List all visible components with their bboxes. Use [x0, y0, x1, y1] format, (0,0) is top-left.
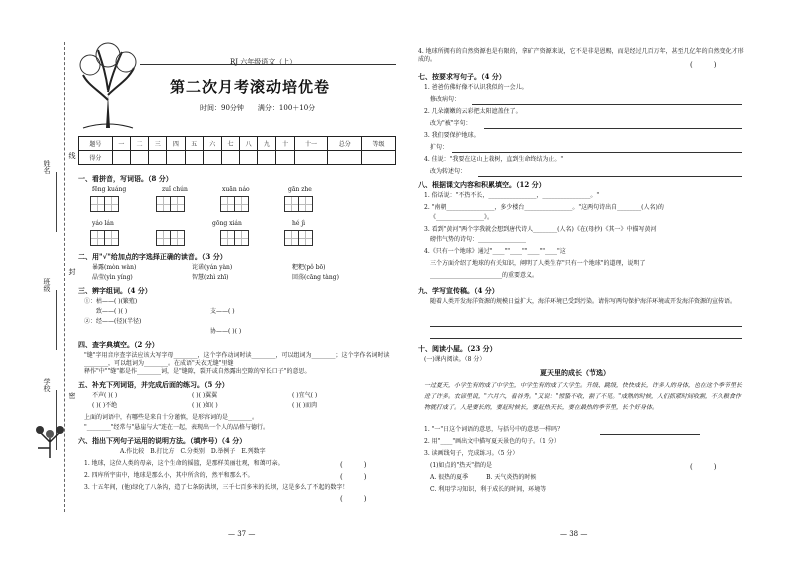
score-cell: 二: [130, 137, 148, 151]
pinyin-5: yáo lán: [92, 220, 114, 227]
s8-item: 3. 看到"黄河"两个字我就会想到唐代诗人________(人名)《在(母抄)《其一》中描写黄河: [424, 226, 657, 233]
s9-text: 随着人类开发海洋资源的规模日益扩大，海洋环境已受到污染。请你写两句保护海洋环境或开发海洋资源的宣传语。: [430, 298, 737, 305]
pinyin-4: gān zhe: [288, 186, 312, 193]
score-table-header-row: [79, 137, 396, 151]
answer-grid[interactable]: [284, 230, 312, 246]
s7-item: 改为转述句：: [430, 168, 467, 175]
s3-item: ①：枯——( )(繁殖): [84, 298, 138, 305]
pinyin-3: xuān náo: [222, 186, 250, 193]
answer-line[interactable]: [472, 104, 742, 105]
s8-item: 2. "南朝________________，多少楼台________________。"这两句诗出自________(人名)的: [424, 204, 664, 211]
edition-label: RJ 六年级语文（上）: [230, 58, 297, 66]
score-cell: 七: [221, 137, 239, 151]
s2-item: 智慧(zhì zhī): [192, 274, 229, 281]
s8-item: 三个方面介绍了地球的有关知识，阐明了人类生存"只有一个地球"的道理，说明了: [430, 260, 646, 267]
score-cell: 五: [185, 137, 203, 151]
s3-item: ②：经——(径)(半径): [84, 318, 142, 325]
reading-q: C. 利用学习知识，利于成长的时间，环境等: [430, 486, 547, 493]
s8-item: 磅伟气势的诗句：________________: [430, 236, 527, 243]
score-input[interactable]: [221, 151, 239, 165]
s3-item: 支——( ): [210, 308, 235, 315]
seal-line-label: 线: [68, 152, 76, 159]
s7-item: 1. 爸爸仿佛好像不认识我似的一会儿。: [424, 84, 528, 91]
pinyin-6: gōng xián: [212, 220, 242, 227]
section-2-heading: 二、用"√"给加点的字选择正确的读音。（3 分）: [78, 252, 227, 261]
score-cell: 等级: [362, 137, 396, 151]
s7-item: 2. 几朵潮嫩的云彩把太阳遮盖住了。: [424, 108, 522, 115]
answer-line[interactable]: [484, 128, 742, 129]
reading-q: 1. "一"日这个词语的意思，与括号中的意思一样吗？: [424, 426, 564, 433]
answer-line[interactable]: [600, 434, 700, 435]
score-cell: 得分: [79, 151, 113, 165]
s4-text: "缝"字用音序查字法应该大写字母________，这个字作动词时读________，可以组词为________；这个字作名词时读________，可以组词为________。在成语"天衣无缝"里缝: [84, 352, 390, 367]
answer-line[interactable]: [478, 176, 742, 177]
s5-item: ( )( )而肉: [292, 402, 318, 409]
score-input[interactable]: [294, 151, 328, 165]
s8-item: 4.《只有一个地球》通过"____""____""____""____"这: [424, 248, 566, 255]
score-cell: 四: [167, 137, 185, 151]
score-input[interactable]: [149, 151, 167, 165]
reading-passage: 一过夏天，小学生有的成了中学生，中学生有的成了大学生。升级、跳级，快快成长，许多人的身体，也在这个季节里长进了许多。农谚里说，"六月六，看谷秀。"又说："惊蛰不收，割了不见。"成熟的时候，人们抓紧时间收割，不久粮食作物就打成了。人是要长的，要赶时候长，要赶热天长，要在最热的季节里，长个好身体。: [424, 382, 743, 411]
reading-q: 3. 读画线句子，完成练习。（5 分）: [424, 450, 519, 457]
answer-grid[interactable]: [156, 230, 184, 246]
s5-item: ( )( )如( ): [192, 402, 218, 409]
page-number-left: — 37 —: [228, 530, 256, 538]
score-input[interactable]: [185, 151, 203, 165]
answer-grid[interactable]: [90, 196, 118, 212]
score-input[interactable]: [258, 151, 276, 165]
s2-item: 回荡(cāng tàng): [292, 274, 339, 281]
score-input[interactable]: [130, 151, 148, 165]
score-input[interactable]: [240, 151, 258, 165]
score-input[interactable]: [328, 151, 362, 165]
header-rule: [140, 64, 396, 65]
s7-item: 扩句：: [430, 144, 449, 151]
pinyin-1: fēng kuáng: [92, 186, 127, 193]
r-q4: 4. 地球所拥有的自然资源也是有限的，拿矿产资源来说，它不是非是恩赐，而是经过几百万年，甚至几亿年的自然变化才形成的。: [418, 48, 744, 63]
class-label: 班级: [43, 278, 51, 292]
s3-item: 致——( )( ): [96, 308, 128, 315]
score-table: [78, 136, 396, 165]
answer-grid[interactable]: [90, 230, 118, 246]
s6-options: A.作比较 B.打比方 C.分类别 D.举例子 E.列数字: [120, 448, 266, 455]
s4-text: 释作"中""缝"都是作________词，是"缝隙，裂开或自然露出空隙的窄长口子"的意思。: [84, 368, 311, 375]
score-cell: 三: [149, 137, 167, 151]
section-9-heading: 九、学写宣传稿。（4 分）: [418, 286, 499, 295]
answer-grid[interactable]: [220, 230, 248, 246]
reading-q: A. 很热的夏季 B. 天气炎热的时候: [430, 474, 537, 481]
answer-paren[interactable]: ( ): [340, 495, 367, 503]
score-input[interactable]: [203, 151, 221, 165]
tree-illustration: [78, 40, 138, 130]
answer-paren[interactable]: ( ): [340, 461, 367, 469]
section-3-heading: 三、辨字组词。（4 分）: [78, 286, 152, 295]
reading-q: (1)如点的"热天"指的是: [430, 462, 493, 469]
page-title: 第二次月考滚动培优卷: [170, 78, 331, 96]
reading-title: 夏天里的成长（节选）: [540, 368, 610, 377]
s2-item: 晶莹(yìn yíng): [92, 274, 133, 281]
answer-paren[interactable]: ( ): [690, 61, 717, 69]
score-cell: 十: [276, 137, 294, 151]
s2-item: 粑粑(pǒ bō): [292, 264, 326, 271]
s7-item: 改为"被"字句：: [430, 120, 472, 127]
school-label: 学校: [43, 378, 51, 392]
pinyin-7: hé jì: [292, 220, 306, 227]
s8-item: 1. 俗话说："不热不长，________________，________________。": [424, 192, 600, 199]
section-5-heading: 五、补充下列词语，并完成后面的练习。（5 分）: [78, 380, 229, 389]
seal-seal-label: 密: [68, 392, 76, 399]
score-cell: 八: [240, 137, 258, 151]
seal-fold-label: 封: [68, 268, 76, 275]
answer-grid[interactable]: [220, 196, 248, 212]
s7-item: 3. 我们要保护地球。: [424, 132, 480, 139]
s7-item: 修改病句：: [430, 96, 461, 103]
exam-time-info: 时间：90分钟 满分：100＋10分: [200, 104, 316, 112]
s5-item: ( )宜气( ): [292, 392, 318, 399]
answer-grid[interactable]: [156, 196, 184, 212]
answer-line[interactable]: [430, 326, 742, 327]
s5-item: 不声( )( ): [92, 392, 118, 399]
score-input[interactable]: [276, 151, 294, 165]
class-line: [56, 290, 57, 350]
score-table-score-row: [79, 151, 396, 165]
score-input[interactable]: [362, 151, 396, 165]
page-number-right: — 38 —: [560, 530, 588, 538]
section-8-heading: 八、根据课文内容和积累填空。（12 分）: [418, 180, 546, 189]
flower-decoration: [30, 420, 70, 460]
section-6-heading: 六、指出下列句子运用的说明方法。（填序号）（4 分）: [78, 436, 247, 445]
s5-text: "________"经常与"悬崖与大"连在一起，表现出一个人的品格与德行。: [84, 424, 270, 431]
score-cell: 总分: [328, 137, 362, 151]
answer-paren[interactable]: ( ): [690, 463, 717, 471]
s2-item: 暴露(mòn wàn): [92, 264, 137, 271]
s2-item: 诧诺(yán yàn): [192, 264, 233, 271]
score-cell: 一: [112, 137, 130, 151]
score-cell: 九: [258, 137, 276, 151]
answer-line[interactable]: [430, 338, 742, 339]
section-10a-heading: (一)课内阅读。（8 分）: [424, 356, 486, 363]
s5-item: ( )( )翼翼: [192, 392, 218, 399]
name-line: [56, 172, 57, 232]
s8-item: 《________________》。: [430, 214, 494, 221]
section-10-heading: 十、阅读小屋。（23 分）: [418, 344, 497, 353]
answer-line[interactable]: [452, 152, 742, 153]
score-cell: 六: [203, 137, 221, 151]
answer-grid[interactable]: [284, 196, 312, 212]
score-input[interactable]: [112, 151, 130, 165]
section-1-heading: 一、看拼音，写词语。（8 分）: [78, 174, 173, 183]
s6-item: 2. 四库所宇宙中，地球是那么小，其中所含的，然平和那么不。: [84, 472, 254, 479]
section-7-heading: 七、按要求写句子。（4 分）: [418, 72, 506, 81]
s6-item: 1. 地球，这位人类的母亲，这个生命的摇篮，是那样美丽壮观，和蔼可亲。: [84, 460, 284, 467]
s5-text: 上面的词语中，有哪些是来自十分谨慎，是形容词的是________。: [84, 414, 259, 421]
name-label: 姓名: [43, 160, 51, 174]
section-4-heading: 四、查字典填空。（2 分）: [78, 340, 159, 349]
s8-item: ________________________的重要意义。: [430, 272, 539, 279]
reading-q: 2. 用"____"画出文中描写夏天景色的句子。（1 分）: [424, 438, 560, 445]
pinyin-2: zuǐ chún: [162, 186, 188, 193]
s3-item: 协——( )( ): [210, 328, 242, 335]
score-input[interactable]: [167, 151, 185, 165]
score-cell: 题号: [79, 137, 113, 151]
score-cell: 十一: [294, 137, 328, 151]
s6-item: 3. 十五年间，(他)绿化了八条沟，造了七条防洪坝，三千七百多米的长坝，这是多么了不起的数字！: [84, 484, 349, 491]
s7-item: 4. 佳说："我要在这山上栽树，直到生命终结为止。": [424, 156, 564, 163]
answer-paren[interactable]: ( ): [340, 473, 367, 481]
s5-item: ( )( )不绝: [92, 402, 118, 409]
